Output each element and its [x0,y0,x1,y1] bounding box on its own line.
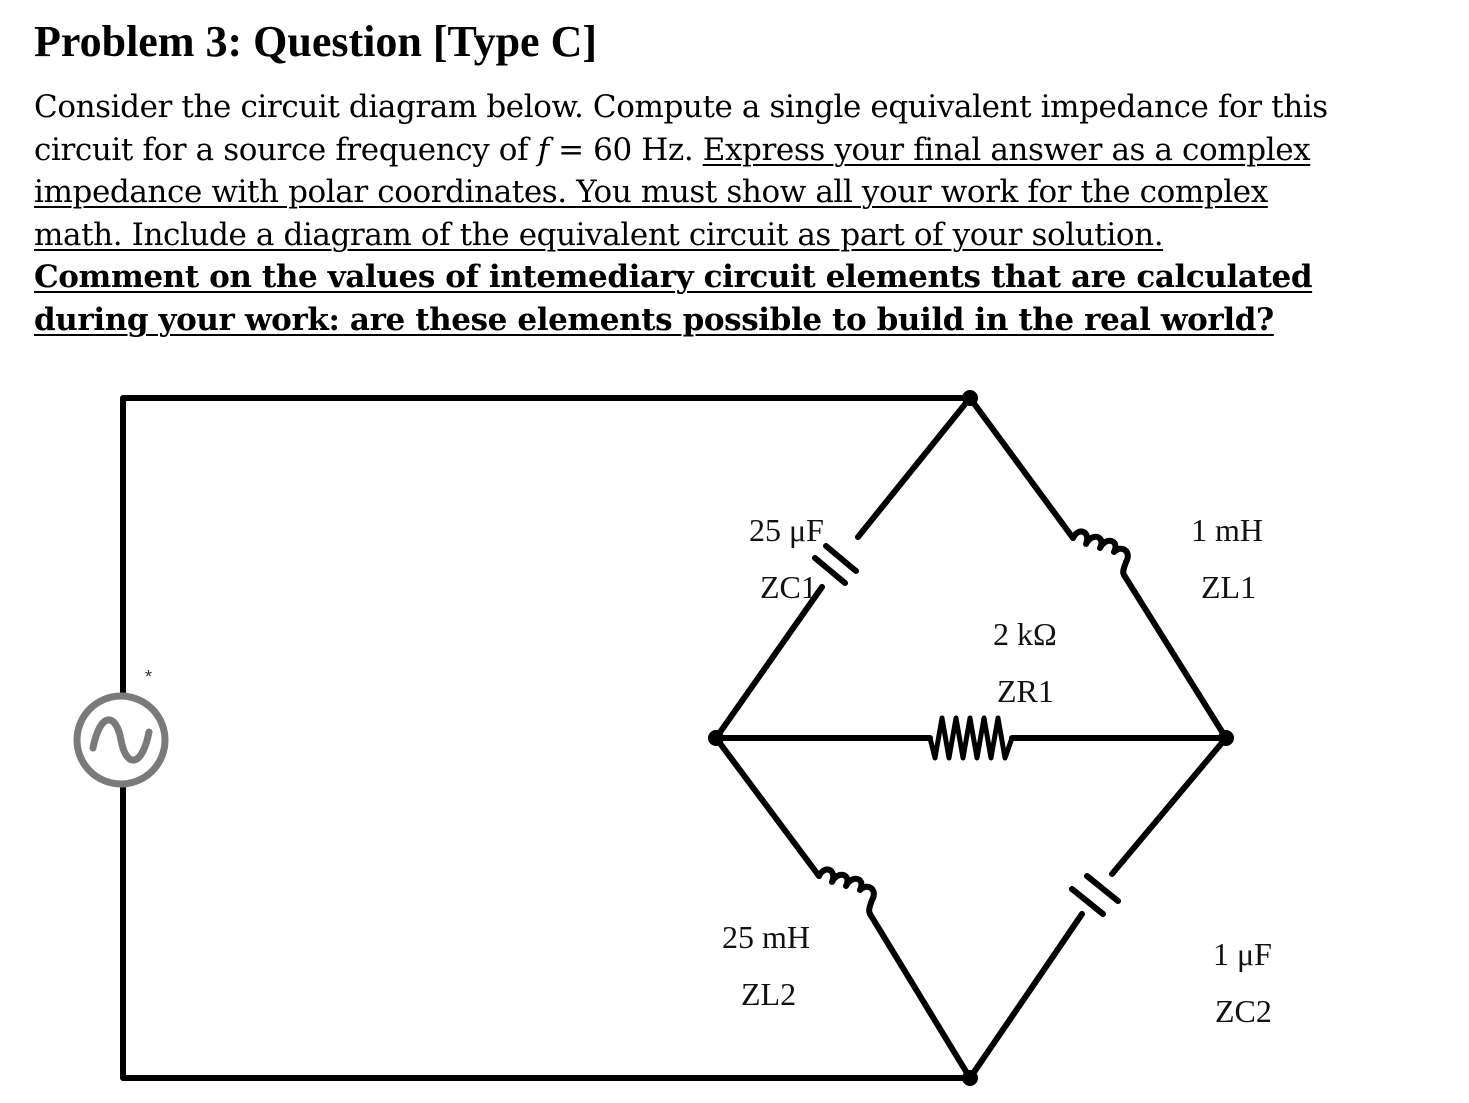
prompt-instructions: Express your final answer as a complex impedance with polar coordinates. You must show all your work for the complex math. Include a diagram of the equivalent circuit as part of your solution. [34,131,1311,253]
wire-zc2-b [1112,738,1226,874]
resistor-zr1 [930,718,1012,758]
zc1-name-label: ZC1 [760,569,817,605]
zl2-value-label: 25 mH [722,919,810,955]
zr1-value-label: 2 kΩ [993,616,1057,652]
zc1-value-label: 25 μF [749,512,824,548]
capacitor-zc2-plate-1 [1072,889,1103,914]
capacitor-zc2-plate-2 [1087,876,1118,901]
zl2-name-label: ZL2 [741,976,797,1012]
zc2-name-label: ZC2 [1215,993,1272,1029]
zl1-value-label: 1 mH [1191,512,1263,548]
wire-zc2-a [970,914,1082,1078]
zr1-name-label: ZR1 [997,673,1054,709]
source-polarity-marker: * [145,667,153,687]
inductor-zl2 [819,869,874,914]
wire-zc1-a [716,587,822,738]
wire-zl2-a [716,738,819,876]
frequency-variable: f [537,131,549,168]
wire-zl2-b [870,914,970,1078]
frequency-value: = 60 Hz. [548,131,703,168]
inductor-zl1 [1073,531,1128,575]
node-top [962,390,978,406]
problem-title: Problem 3: Question [Type C] [34,17,597,66]
wire-bottom [123,785,970,1078]
node-bottom [962,1070,978,1086]
node-right [1218,730,1234,746]
node-left [708,730,724,746]
prompt-intro: Consider the circuit diagram below. Compute a single equivalent impedance for this circuit for a source frequency of [34,89,1328,168]
ac-source-icon [77,696,165,784]
zc2-value-label: 1 μF [1213,936,1272,972]
prompt-comment: Comment on the values of intemediary circuit elements that are calculated during your work: are these elements possible to build in the real world? [34,259,1313,338]
zl1-name-label: ZL1 [1201,569,1257,605]
wire-zl1-a [970,398,1073,538]
wire-zc1-b [858,398,970,537]
